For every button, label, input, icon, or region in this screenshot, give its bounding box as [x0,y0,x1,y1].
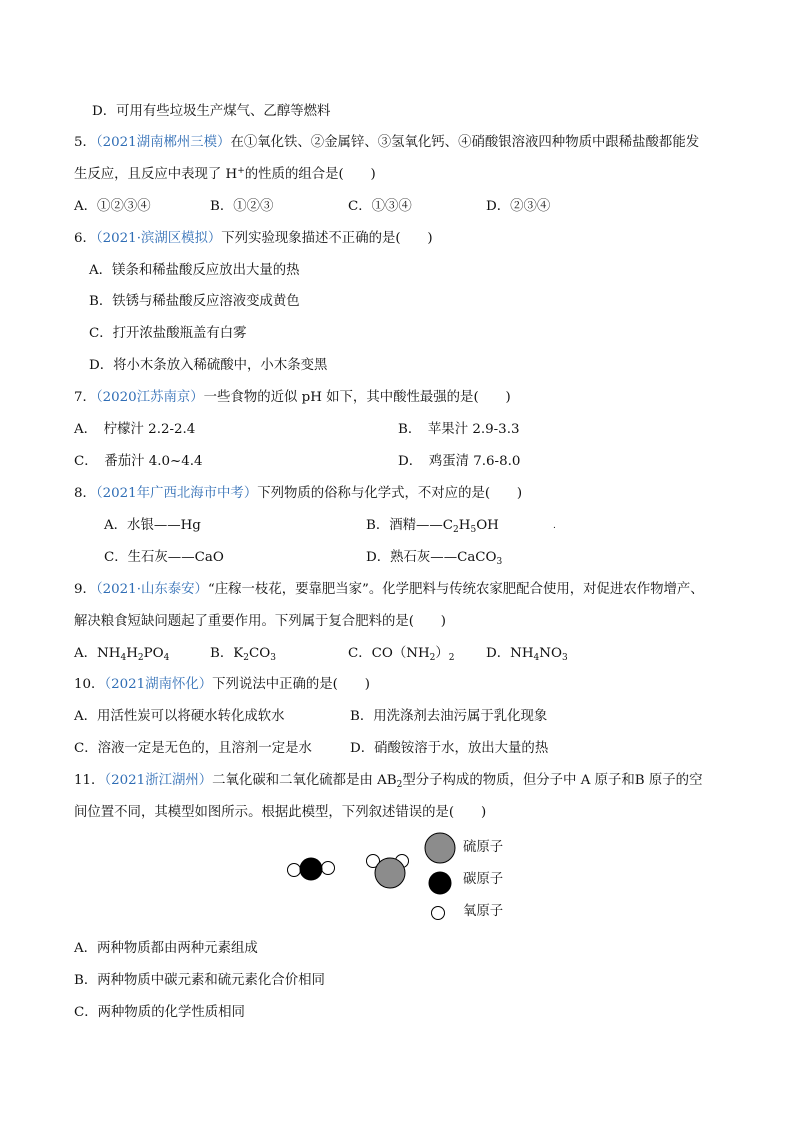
q7-option-a: A． 柠檬汁 2.2-2.4 [74,422,196,437]
q10-stem-text: 下列说法中正确的是( ) [212,677,370,692]
oxygen-atom-swatch [432,907,445,920]
q11-number: 11． [74,773,105,788]
q9-d-p2: NO [539,646,562,661]
q9-option-c [348,645,455,663]
q8-b-part3: OH [476,518,499,533]
co2-molecule-model [280,850,340,890]
q9-stem-line1 [74,581,704,599]
q9-b-p1: B．K [210,646,244,661]
q8-d-sub: 3 [496,557,503,567]
so2-molecule-model [362,848,412,894]
q11-option-c: C．两种物质的化学性质相同 [74,1005,245,1020]
q8-b-part2: H [458,518,471,533]
q9-c-s2: 2 [448,653,455,663]
q9-a-s1: 4 [120,653,127,663]
q9-b-s2: 3 [270,653,276,663]
oxygen-atom [288,864,301,877]
q11-option-a: A．两种物质都由两种元素组成 [74,941,258,956]
q9-a-s3: 4 [163,653,170,663]
q8-number: 8． [74,486,96,501]
q6-option-c: C．打开浓盐酸瓶盖有白雾 [89,326,247,341]
q5-source: （2021湖南郴州三模） [95,135,231,150]
q7-option-c: C． 番茄汁 4.0~4.4 [74,454,203,469]
carbon-atom-swatch [429,872,451,894]
q9-d-s1: 4 [533,653,540,663]
q6-stem [74,230,433,248]
q10-source: （2021湖南怀化） [104,677,213,692]
sulfur-atom-swatch [425,833,455,863]
legend-sulfur-label: 硫原子 [463,840,504,855]
q5-option-d: D．②③④ [486,199,551,214]
q11-option-b: B．两种物质中碳元素和硫元素化合价相同 [74,973,325,988]
q5-option-b: B．①②③ [210,199,274,214]
q9-d-p1: D．NH [486,646,534,661]
sulfur-atom [375,858,405,888]
q9-a-s2: 2 [137,653,144,663]
q11-stem-part: 二氧化碳和二氧化硫都是由 AB [212,773,397,788]
q9-a-p3: PO [143,646,164,661]
q9-option-b [210,645,276,663]
carbon-atom [300,858,322,880]
q8-stem [74,485,522,503]
q7-stem-text: 一些食物的近似 pH 如下，其中酸性最强的是( ) [203,390,511,405]
q9-stem-text: “庄稼一枝花，要靠肥当家”。化学肥料与传统农家肥配合使用，对促进农作物增产、 [207,582,704,597]
q8-option-b [366,517,499,535]
q10-number: 10． [74,677,105,692]
q8-option-a: A．水银——Hg [104,518,201,533]
q9-d-s2: 3 [561,653,568,663]
q9-stem-line2: 解决粮食短缺问题起了重要作用。下列属于复合肥料的是( ) [74,614,446,629]
q11-stem-line1 [74,772,702,790]
q10-option-a: A．用活性炭可以将硬水转化成软水 [74,709,285,724]
oxygen-atom [322,862,335,875]
q8-b-sub1: 2 [453,525,459,535]
q5-option-a: A．①②③④ [74,199,151,214]
q9-b-s1: 2 [243,653,249,663]
legend-carbon-label: 碳原子 [463,872,504,887]
q5-stem-text: 在①氧化铁、②金属锌、③氢氧化钙、④硝酸银溶液四种物质中跟稀盐酸都能发 [230,135,700,150]
q5-stem-part: 生反应，且反应中表现了 H [74,167,238,182]
q8-d-part: D．熟石灰——CaCO [366,550,497,565]
q9-a-p2: H [126,646,138,661]
q7-option-d: D． 鸡蛋清 7.6-8.0 [398,454,521,469]
q6-option-d: D．将小木条放入稀硫酸中，小木条变黑 [89,358,328,373]
q9-b-p2: CO [248,646,271,661]
q5-stem-part2: 的性质的组合是( ) [244,167,376,182]
q5-number: 5． [74,135,96,150]
q10-stem [74,676,370,694]
q7-number: 7． [74,390,96,405]
q11-stem-part2: 型分子构成的物质，但分子中 A 原子和B 原子的空 [402,773,703,788]
q6-stem-text: 下列实验现象描述不正确的是( ) [221,231,433,246]
q6-option-a: A．镁条和稀盐酸反应放出大量的热 [89,263,300,278]
q9-c-s1: 2 [429,653,436,663]
legend-oxygen-label: 氧原子 [463,904,504,919]
q8-b-sub2: 5 [470,525,477,535]
q11-stem-line2: 间位置不同，其模型如图所示。根据此模型，下列叙述错误的是( ) [74,805,487,820]
q10-option-d: D．硝酸铵溶于水，放出大量的热 [350,741,549,756]
q4-option-d: D．可用有些垃圾生产煤气、乙醇等燃料 [92,104,331,119]
q7-source: （2020江苏南京） [95,390,204,405]
q9-a-p1: A．NH [74,646,121,661]
q9-source: （2021·山东泰安） [95,582,208,597]
q6-option-b: B．铁锈与稀盐酸反应溶液变成黄色 [89,294,300,309]
q9-option-a [74,645,169,663]
q8-option-c: C．生石灰——CaO [104,550,224,565]
stray-dot: . [553,521,556,531]
atom-legend [420,830,460,930]
q10-option-c: C．溶液一定是无色的，且溶剂一定是水 [74,741,312,756]
q11-subscript: 2 [396,780,403,790]
q9-c-p2: ） [435,646,449,661]
q5-option-c: C．①③④ [348,199,412,214]
q5-stem-line2 [74,166,376,184]
q6-number: 6． [74,231,96,246]
q6-source: （2021·滨湖区模拟） [95,231,222,246]
q8-option-d [366,549,502,567]
q9-option-d [486,645,568,663]
q5-superscript: + [237,166,245,176]
q8-b-part: B．酒精——C [366,518,454,533]
q7-option-b: B． 苹果汁 2.9-3.3 [398,422,520,437]
q11-source: （2021浙江湖州） [104,773,213,788]
q8-source: （2021年广西北海市中考） [95,486,258,501]
q5-stem-line1 [74,134,699,152]
q7-stem [74,389,511,407]
q8-stem-text: 下列物质的俗称与化学式，不对应的是( ) [257,486,523,501]
q9-number: 9． [74,582,96,597]
q10-option-b: B．用洗涤剂去油污属于乳化现象 [350,709,548,724]
q9-c-p1: C．CO（NH [348,646,430,661]
